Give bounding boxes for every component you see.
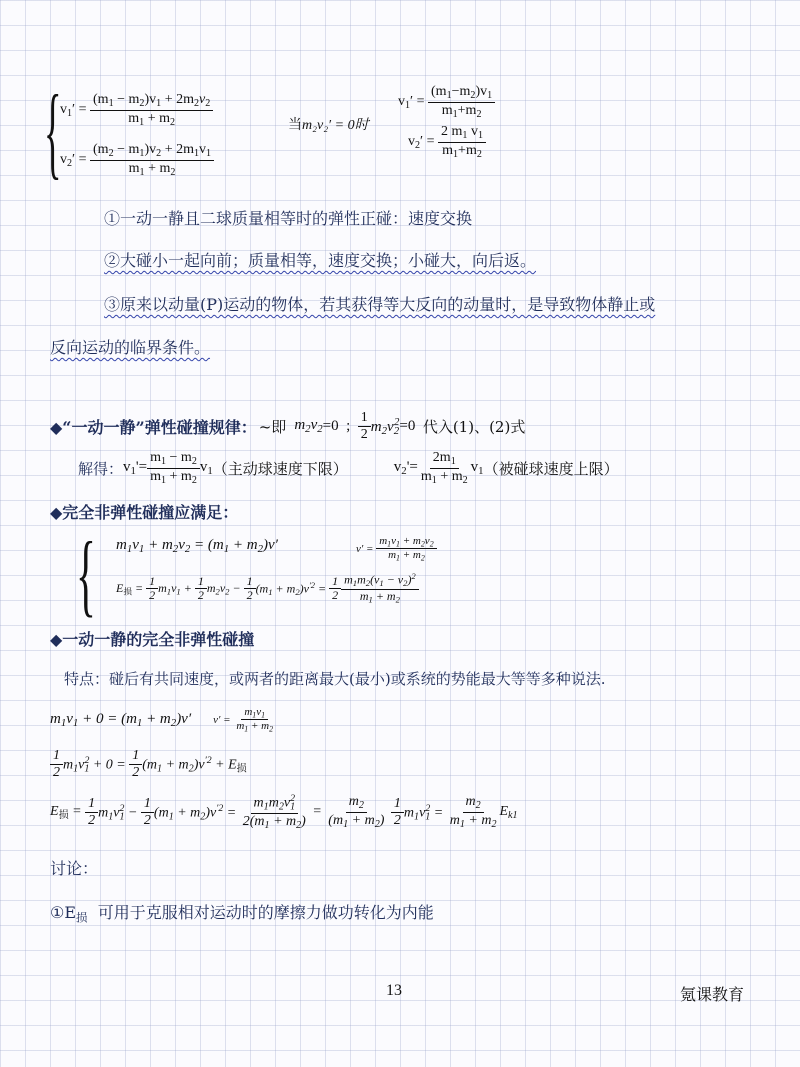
when-expression: m₂v₂′ = 0时: [302, 118, 369, 133]
note-1: ①一动一静且二球质量相等时的弹性正碰：速度交换: [104, 209, 473, 228]
solve-label: 解得：: [78, 459, 124, 478]
note-3-line-1: ③原来以动量(P)运动的物体，若其获得等大反向的动量时，是导致物体静止或: [104, 295, 656, 314]
when-condition: [288, 114, 369, 134]
note-v2: （被碰球速度上限）: [483, 459, 619, 478]
system-brace-inelastic: {: [76, 523, 96, 625]
discussion-label: 讨论：: [50, 859, 99, 878]
one-moving-heading: ◆一动一静的完全非弹性碰撞: [50, 630, 255, 649]
system-brace-top: {: [44, 74, 62, 189]
elastic-heading: ◆“一动一静”弹性碰撞规律：: [50, 418, 257, 438]
formula-v1-prime: $v_1'$ = $\frac{(m_1 - m_2)v_1 + 2m_2v_2}{m_1 + m_2}$: [60, 92, 213, 128]
discussion-item-1-prefix: ①E: [50, 903, 77, 922]
one-moving-feature: 特点：碰后有共同速度，或两者的距离最大(最小)或系统的势能最大等等多种说法.: [64, 670, 606, 688]
formula-special-v2: $v_2'$ = $\frac{2 m_1 v_1}{m_1+m_2}$: [408, 124, 486, 160]
note-v1: （主动球速度下限）: [212, 459, 348, 478]
formula-v2-prime: $v_2'$ = $\frac{(m_2 - m_1)v_2 + 2m_1v_1}{m_1 + m_2}$: [60, 142, 214, 178]
formula-momentum-still: $m_1v_1 + 0 = (m_1 + m_2)v'$ v′ = $\frac{m_1v_1}{m_1 + m_2}$: [50, 706, 274, 734]
note-2: ②大碰小一起向前；质量相等，速度交换；小碰大，向后返。: [104, 251, 537, 270]
discussion-item-1: [50, 900, 434, 925]
page-number: 13: [386, 982, 402, 999]
brand-name: 氪课教育: [680, 985, 745, 1004]
formula-energy-loss-still: $E_损$ = $\frac{1}{2}$ $m_1v_1^2$ − $\frac{1}{2}$ $(m_1 + m_2)v^{'2}$ = $\frac{m_1m_2v_1^2}{2(m_1 + m_2)}$ = $\frac{m_2}{(m_1 + m_2)}$ $\frac{1}{2}$ $m_1v_1^2$ = $\frac{m_2}{m_1 + m_2}$ $E_{k1}$: [50, 793, 518, 831]
elastic-heading-row: ◆“一动一静”弹性碰撞规律： ~ 即 $m_2v_2$ =0 ; $\frac{1}{2}$ $m_2v_2^2$ =0 代入(1)、(2)式: [50, 410, 526, 443]
elastic-condition-tail: 代入(1)、(2)式: [422, 418, 526, 437]
formula-momentum: $m_1v_1 + m_2v_2 = (m_1 + m_2)v'$: [116, 537, 278, 556]
when-prefix: 当: [288, 118, 302, 133]
formula-energy-loss-general: $E_损$ = $\frac{1}{2}$ $m_1v_1$ + $\frac{1}{2}$ $m_2v_2$ − $\frac{1}{2}$ $(m_1 + m_2)v^{'2}$ = $\frac{1}{2}$ $\frac{m_1m_2(v_1 - v_2)^2}{m_1 + m_2}$: [116, 572, 419, 606]
note-3-line-2: 反向运动的临界条件。: [50, 338, 211, 357]
discussion-item-1-sub: 损: [76, 910, 88, 925]
elastic-condition-prefix: 即: [271, 418, 287, 437]
formula-special-v1: $v_1'$ = $\frac{(m_1-m_2)v_1}{m_1+m_2}$: [398, 84, 495, 120]
formula-energy-still: $\frac{1}{2}$ $m_1v_1^2 + 0$ = $\frac{1}{2}$ $(m_1 + m_2)v^{'2} + E_损$: [50, 748, 247, 781]
inelastic-heading: ◆完全非弹性碰撞应满足：: [50, 503, 239, 522]
discussion-item-1-text: 可用于克服相对运动时的摩擦力做功转化为内能: [97, 903, 434, 922]
formula-common-velocity: v′ = $\frac{m_1v_1 + m_2v_2}{m_1 + m_2}$: [356, 535, 437, 563]
elastic-solution-row: 解得： $v_1'=$ $\frac{m_1 - m_2}{m_1 + m_2}$ $v_1$ （主动球速度下限） $v_2'=$ $\frac{2m_1}{m_1 + m_2}$ $v_1$ （被碰球速度上限）: [78, 450, 619, 486]
